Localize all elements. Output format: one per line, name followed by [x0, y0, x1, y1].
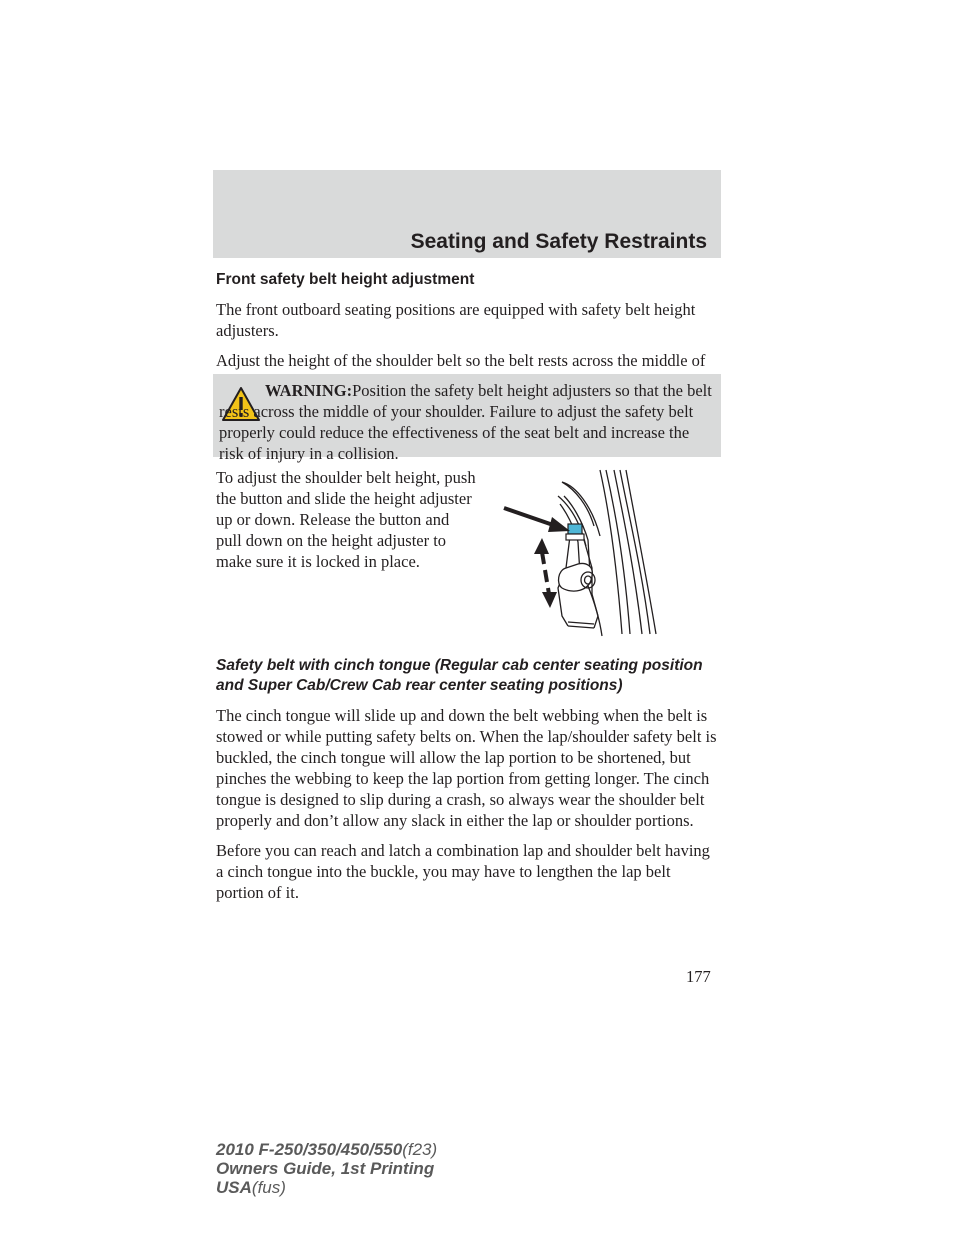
- warning-text: [219, 380, 715, 464]
- section-title: Seating and Safety Restraints: [410, 230, 707, 253]
- warning-body: Position the safety belt height adjusters so that the belt rests across the middle of your shoulder. Failure to adjust the safety belt properly could reduce the effectiveness of the seat belt and increase the risk of injury in a collision.: [219, 381, 712, 463]
- paragraph-adjust-instructions: To adjust the shoulder belt height, push the button and slide the height adjuster up or down. Release the button and pull down on the height adjuster to make sure it is locked in place.: [216, 468, 476, 571]
- heading-cinch-tongue: Safety belt with cinch tongue (Regular cab center seating position and Super Cab/Crew Cab rear center seating positions): [216, 657, 703, 694]
- paragraph-adjusters: The front outboard seating positions are equipped with safety belt height adjusters.: [216, 300, 696, 340]
- belt-height-adjuster-illustration: [496, 466, 674, 638]
- footer-line-model: 2010 F-250/350/450/550(f23): [216, 1140, 438, 1159]
- footer-print-info: [216, 1140, 437, 1197]
- warning-box: [213, 374, 721, 463]
- section-cinch-tongue: [216, 656, 720, 903]
- warning-label: WARNING:: [265, 381, 353, 400]
- footer-line-region: USA(fus): [216, 1178, 286, 1197]
- section-header-band: [213, 170, 721, 258]
- adjust-instructions-block: [216, 467, 478, 572]
- paragraph-lengthen-belt: Before you can reach and latch a combination lap and shoulder belt having a cinch tongue into the buckle, you may have to lengthen the lap belt portion of it.: [216, 841, 710, 902]
- footer-line-printing: Owners Guide, 1st Printing: [216, 1159, 435, 1178]
- paragraph-cinch-tongue: The cinch tongue will slide up and down the belt webbing when the belt is stowed or while putting safety belts on. When the lap/shoulder safety belt is buckled, the cinch tongue will allow the lap portion to be shortened, but pinches the webbing to keep the lap portion from getting longer. The cinch tongue is designed to slip during a crash, so always wear the shoulder belt properly and don’t allow any slack in either the lap or shoulder portions.: [216, 706, 717, 830]
- page-number: 177: [686, 967, 711, 986]
- heading-height-adjustment: Front safety belt height adjustment: [216, 271, 475, 288]
- paragraph-adjust-height: Adjust the height of the shoulder belt so the belt rests across the middle of: [216, 351, 706, 370]
